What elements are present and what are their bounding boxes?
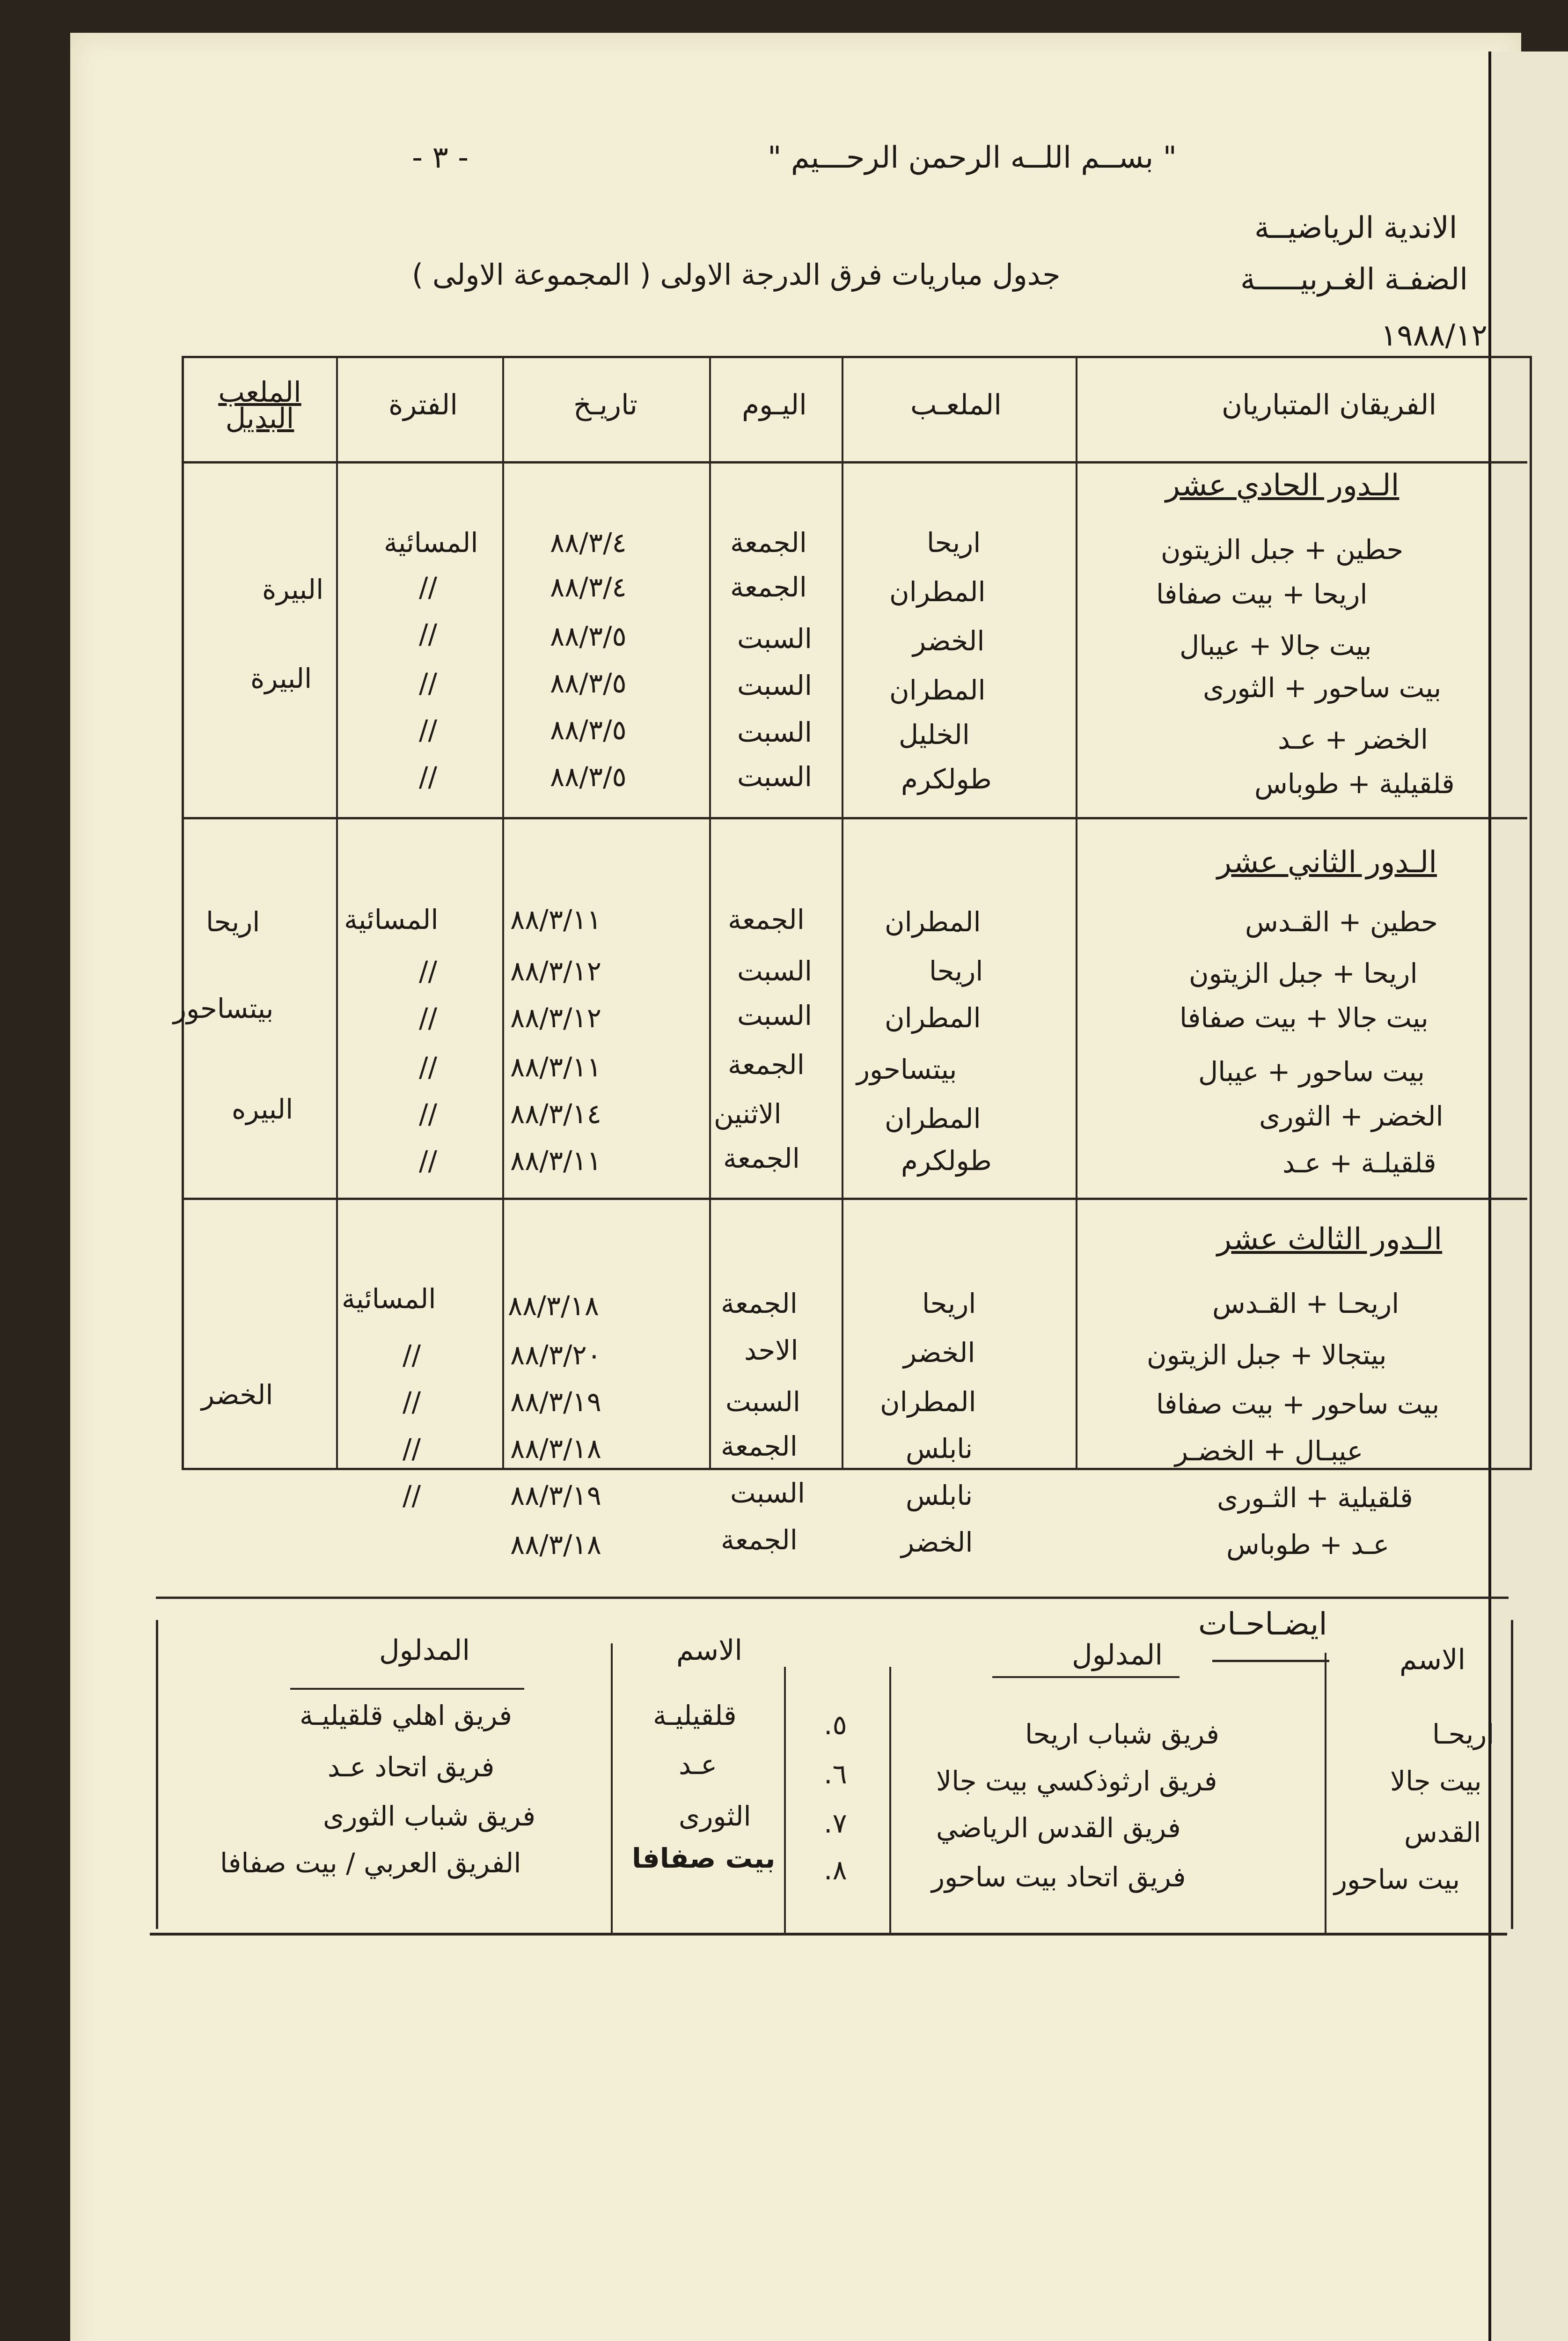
- notes-col-divider-1: [1325, 1653, 1326, 1934]
- note-left-7-num: ٧.: [824, 1807, 847, 1839]
- r13-row4-date: ٨٨/٣/١٨: [510, 1433, 601, 1465]
- bismillah: " بســم اللــه الرحمن الرحـــيم ": [768, 140, 1177, 175]
- r12-row5-teams: الخضر + الثورى: [1259, 1100, 1443, 1132]
- note-left-8-num: ٨.: [824, 1854, 847, 1886]
- note-left-7-meaning: فريق شباب الثورى: [323, 1800, 536, 1832]
- round-title-11: الـدور الحادي عشر: [1165, 468, 1399, 503]
- r12-row5-day: الاثنين: [714, 1098, 782, 1130]
- note-right-4-name: بيت ساحور: [1334, 1863, 1460, 1895]
- r13-row3-alt: الخضر: [201, 1379, 273, 1411]
- r11-row3-venue: الخضر: [913, 625, 985, 657]
- r13-row5-day: السبت: [730, 1477, 805, 1509]
- note-left-6-meaning: فريق اتحاد عـد: [328, 1751, 495, 1783]
- r12-row5-period: //: [419, 1098, 438, 1130]
- note-left-6-name: عـد: [679, 1749, 718, 1781]
- r13-row2-day: الاحد: [744, 1334, 799, 1366]
- col-divider-1: [1076, 358, 1077, 1468]
- r12-row6-teams: قلقيلـة + عـد: [1282, 1147, 1436, 1179]
- notes-subhead-rule-right: [992, 1676, 1180, 1678]
- r12-row5-date: ٨٨/٣/١٤: [510, 1098, 601, 1130]
- notes-col-divider-3: [784, 1667, 786, 1934]
- r12-row6-date: ٨٨/٣/١١: [510, 1145, 601, 1177]
- r12-row3-period: //: [419, 1002, 438, 1034]
- document-title: جدول مباريات فرق الدرجة الاولى ( المجموعة الاولى ): [412, 258, 1061, 292]
- note-right-4-meaning: فريق اتحاد بيت ساحور: [931, 1861, 1186, 1893]
- r12-row2-venue: اريحا: [929, 955, 983, 987]
- notes-col-meaning-left: المدلول: [379, 1634, 470, 1667]
- r12-row3-day: السبت: [737, 1000, 812, 1031]
- round-title-13: الـدور الثالث عشر: [1217, 1222, 1443, 1257]
- note-left-6-num: ٦.: [824, 1758, 847, 1790]
- notes-subhead-rule-left: [290, 1688, 524, 1690]
- notes-col-divider-2: [889, 1667, 891, 1934]
- note-left-8-meaning: الفريق العربي / بيت صفافا: [220, 1847, 521, 1879]
- notes-top-rule: [156, 1597, 1509, 1599]
- document-date: ١٩٨٨/١٢: [1381, 318, 1487, 353]
- r12-row2-date: ٨٨/٣/١٢: [510, 955, 601, 987]
- note-left-5-name: قلقيليـة: [653, 1700, 737, 1731]
- round-divider-1: [182, 817, 1527, 819]
- r12-row4-date: ٨٨/٣/١١: [510, 1051, 601, 1083]
- r13-row4-day: الجمعة: [721, 1430, 798, 1462]
- r13-row4-teams: عيبـال + الخضـر: [1175, 1435, 1363, 1467]
- r12-row1-teams: حطين + القـدس: [1245, 906, 1438, 938]
- table-header-divider: [182, 461, 1527, 464]
- col-header-period: الفترة: [388, 389, 458, 421]
- r11-row3-teams: بيت جالا + عيبال: [1180, 630, 1372, 662]
- r13-row4-venue: نابلس: [906, 1433, 973, 1465]
- r11-row3-date: ٨٨/٣/٥: [550, 620, 627, 652]
- r13-row2-venue: الخضر: [903, 1337, 975, 1369]
- r11-row3-period: //: [419, 618, 438, 650]
- page-number: - ٣ -: [412, 140, 469, 175]
- r12-row2-period: //: [419, 955, 438, 987]
- r11-row6-venue: طولكرم: [901, 763, 992, 795]
- r11-row1-date: ٨٨/٣/٤: [550, 527, 627, 559]
- notes-heading-rule: [1212, 1660, 1329, 1662]
- r11-row5-period: //: [419, 714, 438, 746]
- r13-row5-venue: نابلس: [906, 1480, 973, 1511]
- r13-row6-date: ٨٨/٣/١٨: [510, 1529, 601, 1561]
- note-right-2-name: بيت جالا: [1390, 1765, 1482, 1797]
- round-divider-2: [182, 1198, 1527, 1200]
- r12-row2-day: السبت: [737, 955, 812, 987]
- col-divider-4: [502, 358, 504, 1468]
- r11-row1-venue: اريحا: [927, 527, 981, 559]
- r13-row1-period: المسائية: [342, 1283, 436, 1315]
- r12-row3-date: ٨٨/٣/١٢: [510, 1002, 601, 1034]
- note-right-3-meaning: فريق القدس الرياضي: [936, 1812, 1181, 1844]
- r12-row4-period: //: [419, 1051, 438, 1083]
- r12-row6-venue: طولكرم: [901, 1145, 992, 1177]
- r11-row1-period: المسائية: [384, 527, 478, 559]
- note-left-8-name: بيت صفافا: [632, 1842, 776, 1874]
- r13-row3-teams: بيت ساحور + بيت صفافا: [1156, 1388, 1440, 1420]
- r11-row6-date: ٨٨/٣/٥: [550, 761, 627, 793]
- r11-row4-date: ٨٨/٣/٥: [550, 667, 627, 699]
- r12-row1-venue: المطران: [885, 906, 981, 938]
- r11-row5-teams: الخضر + عـد: [1278, 723, 1429, 755]
- r13-row1-day: الجمعة: [721, 1288, 798, 1319]
- r12-row4-day: الجمعة: [728, 1049, 805, 1081]
- r11-row6-day: السبت: [737, 761, 812, 793]
- r13-row5-date: ٨٨/٣/١٩: [510, 1480, 601, 1511]
- r11-row2-alt: البيرة: [262, 574, 324, 605]
- r13-row3-venue: المطران: [880, 1386, 976, 1418]
- col-divider-2: [842, 358, 843, 1468]
- r13-row5-teams: قلقيلية + الثـورى: [1217, 1482, 1413, 1514]
- r11-row4-period: //: [419, 667, 438, 699]
- round-title-12: الـدور الثاني عشر: [1217, 845, 1437, 880]
- r11-row1-day: الجمعة: [730, 527, 807, 559]
- notes-col-name-right: الاسم: [1399, 1643, 1466, 1676]
- r11-row4-teams: بيت ساحور + الثورى: [1203, 672, 1442, 704]
- r13-row4-period: //: [403, 1433, 421, 1465]
- r13-row3-day: السبت: [725, 1386, 800, 1418]
- r11-row5-date: ٨٨/٣/٥: [550, 714, 627, 746]
- r13-row6-teams: عـد + طوباس: [1226, 1529, 1390, 1561]
- col-header-day: اليـوم: [742, 389, 807, 421]
- notes-bottom-rule: [150, 1933, 1507, 1936]
- org-line-1: الاندية الرياضيــة: [1254, 211, 1458, 245]
- r12-row3-teams: بيت جالا + بيت صفافا: [1180, 1002, 1429, 1034]
- r13-row1-date: ٨٨/٣/١٨: [508, 1290, 599, 1322]
- r12-row3-alt: بيتساحور: [173, 993, 274, 1024]
- r12-row2-teams: اريحا + جبل الزيتون: [1189, 957, 1418, 989]
- r13-row5-period: //: [403, 1480, 421, 1511]
- r13-row3-date: ٨٨/٣/١٩: [510, 1386, 601, 1418]
- col-header-alt-venue: الملعب البديل: [218, 376, 301, 435]
- r12-row6-period: //: [419, 1145, 438, 1177]
- r11-row1-teams: حطين + جبل الزيتون: [1161, 534, 1404, 566]
- notes-col-divider-4: [611, 1643, 613, 1934]
- note-left-7-name: الثورى: [679, 1800, 751, 1832]
- r12-row1-alt: اريحا: [206, 906, 260, 938]
- note-right-1-name: اريحـا: [1432, 1718, 1495, 1750]
- r13-row2-period: //: [403, 1339, 421, 1371]
- r13-row1-venue: اريحا: [922, 1288, 976, 1319]
- r12-row5-venue: المطران: [885, 1103, 981, 1134]
- note-right-3-name: القدس: [1404, 1817, 1481, 1848]
- r11-row6-teams: قلقيلية + طوباس: [1254, 768, 1455, 800]
- r11-row4-day: السبت: [737, 670, 812, 701]
- notes-col-meaning-right: المدلول: [1072, 1639, 1163, 1671]
- r12-row4-venue: بيتساحور: [857, 1053, 957, 1085]
- r12-row4-teams: بيت ساحور + عيبال: [1198, 1056, 1425, 1088]
- note-right-1-meaning: فريق شباب اريحا: [1025, 1718, 1219, 1750]
- r12-row1-period: المسائية: [344, 904, 439, 935]
- r13-row3-period: //: [403, 1386, 421, 1418]
- r11-row5-day: السبت: [737, 716, 812, 748]
- r11-row3-day: السبت: [737, 623, 812, 655]
- col-divider-5: [336, 358, 338, 1468]
- r11-row6-period: //: [419, 761, 438, 793]
- r12-row1-date: ٨٨/٣/١١: [510, 904, 601, 935]
- col-header-venue: الملعـب: [910, 389, 1002, 421]
- col-header-teams: الفريقان المتباريان: [1222, 389, 1437, 421]
- r12-row5-alt: البيره: [232, 1093, 293, 1125]
- col-divider-3: [709, 358, 711, 1468]
- r11-row2-day: الجمعة: [730, 571, 807, 603]
- r11-row4-alt: البيرة: [250, 663, 312, 694]
- org-line-2: الضفـة الغـربيـــــة: [1240, 262, 1468, 297]
- note-left-5-num: ٥.: [824, 1709, 847, 1741]
- note-left-5-meaning: فريق اهلي قلقيليـة: [300, 1700, 512, 1731]
- r11-row2-date: ٨٨/٣/٤: [550, 571, 627, 603]
- r12-row1-day: الجمعة: [728, 904, 805, 935]
- note-right-2-meaning: فريق ارثوذكسي بيت جالا: [936, 1765, 1217, 1797]
- r12-row6-day: الجمعة: [723, 1142, 800, 1174]
- r11-row2-venue: المطران: [889, 576, 986, 608]
- r13-row2-teams: بيتجالا + جبل الزيتون: [1147, 1339, 1387, 1371]
- r11-row2-period: //: [419, 571, 438, 603]
- col-header-date: تاريـخ: [573, 389, 637, 421]
- r11-row5-venue: الخليل: [899, 719, 970, 751]
- r13-row1-teams: اريحـا + القـدس: [1212, 1288, 1399, 1319]
- r11-row2-teams: اريحا + بيت صفافا: [1156, 578, 1368, 610]
- notes-col-name-left: الاسم: [676, 1634, 743, 1667]
- r12-row3-venue: المطران: [885, 1002, 981, 1034]
- r13-row6-day: الجمعة: [721, 1524, 798, 1556]
- r11-row4-venue: المطران: [889, 674, 986, 706]
- r13-row2-date: ٨٨/٣/٢٠: [510, 1339, 601, 1371]
- notes-heading: ايضـاحـات: [1198, 1606, 1327, 1642]
- r13-row6-venue: الخضر: [901, 1526, 973, 1558]
